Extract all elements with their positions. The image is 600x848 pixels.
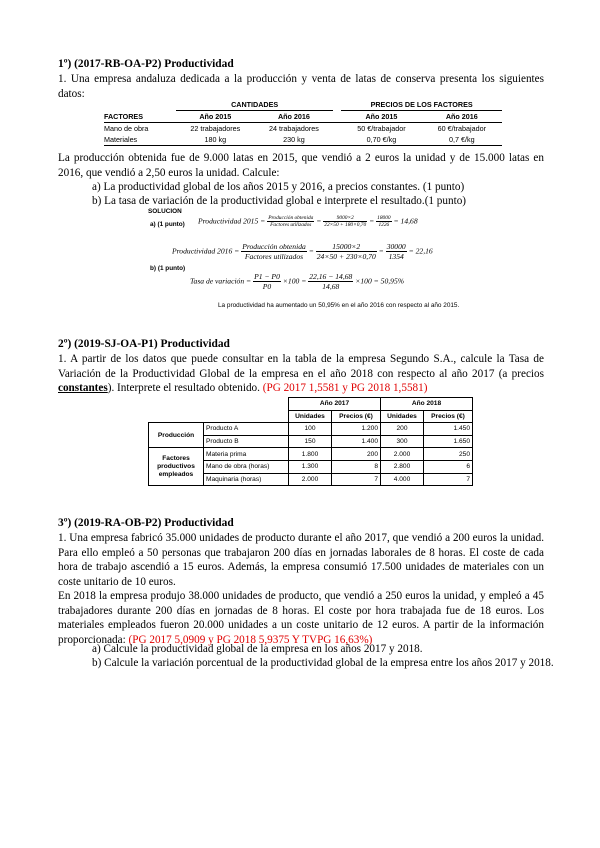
- row-label: Producto A: [204, 423, 289, 436]
- fraction-num: 22,16 − 14,68: [309, 272, 353, 281]
- ex1-intro: 1. Una empresa andaluza dedicada a la producción y venta de latas de conserva presenta los siguientes datos:: [58, 73, 544, 100]
- cell: 6: [424, 460, 473, 473]
- cell: 50 €/trabajador: [357, 124, 406, 133]
- cell: 2.800: [381, 460, 424, 473]
- row-label: Materia prima: [204, 448, 289, 461]
- cell: 1.650: [424, 435, 473, 448]
- formula-label: Tasa de variación =: [190, 276, 252, 286]
- cell: 0,7 €/kg: [449, 135, 475, 144]
- punto: (1 punto): [157, 265, 186, 272]
- result: = 22,16: [408, 246, 433, 256]
- ex3-answer: (PG 2017 5,0909 y PG 2018 5,9375 Y TVPG 16,63%): [128, 633, 373, 646]
- fraction-num: Producción obtenida: [242, 242, 306, 251]
- ex2-text-bold: constantes: [58, 382, 108, 394]
- result: = 14,68: [393, 216, 418, 226]
- col-unidades: Unidades: [289, 410, 332, 423]
- formula-label: Productividad 2016 =: [172, 246, 240, 256]
- fraction-den: 1226: [378, 222, 390, 228]
- fraction-den: Factores utilizados: [244, 252, 304, 261]
- operator: ×100 =: [282, 276, 307, 286]
- ex2-text-before: 1. A partir de los datos que puede consultar en la tabla de la empresa Segundo S.A., calcule la Tasa de Variación de la Productividad Global de la empresa en el año 2018 con respecto al año 2017 (a precios: [58, 353, 544, 380]
- solution-a-label: [150, 221, 185, 228]
- fraction-num: 9000×2: [323, 215, 367, 222]
- header-cantidades: CANTIDADES: [176, 99, 333, 111]
- ex1-body: La producción obtenida fue de 9.000 latas en 2015, que vendió a 2 euros la unidad y de 15.000 latas en 2016, que vendió a 2,50 euros la unidad. Calcule:: [58, 152, 544, 179]
- col-precios: Precios (€): [424, 410, 473, 423]
- cell: 7: [332, 473, 381, 486]
- formula-tasa: [190, 272, 404, 291]
- ex3-paragraph-1: 1. Una empresa fabricó 35.000 unidades de producto durante el año 2017, que vendió a 200 euros la unidad. Para ello empleó a 50 personas que trabajaron 200 días en jornadas laborales de 8 horas. El coste de cada hora de trabajo ascendió a 15 euros. Además, la empresa consumió 17.500 unidades de materiales con un coste unitario de 10 euros.: [58, 532, 544, 588]
- cell: 1.200: [332, 423, 381, 436]
- cell: 1.450: [424, 423, 473, 436]
- row-label: Producto B: [204, 435, 289, 448]
- ex3-question-b: b) Calcule la variación porcentual de la productividad global de la empresa entre los años 2017 y 2018.: [92, 657, 554, 669]
- row-label: Mano de obra: [104, 124, 149, 133]
- row-label: Materiales: [104, 135, 138, 144]
- fraction-den: 1354: [388, 252, 404, 261]
- year-col: Año 2016: [445, 112, 478, 121]
- ex2-text: [58, 352, 544, 396]
- cell: 200: [381, 423, 424, 436]
- ex3-paragraph-2: [58, 589, 544, 647]
- cell: 300: [381, 435, 424, 448]
- cell: 4.000: [381, 473, 424, 486]
- cell: 180 kg: [204, 135, 227, 144]
- fraction-den: 14,68: [322, 282, 340, 291]
- year-col: Año 2015: [365, 112, 398, 121]
- ex1-data-table: [104, 99, 502, 146]
- ex3-p2-text: En 2018 la empresa produjo 38.000 unidades de producto, que vendió a 250 euros la unidad, y empleó a 45 trabajadores durante 200 días en jornadas de 8 horas. El coste por hora trabajada fue de 18 euros. Los materiales empleados fueron 20.000 unidades a un coste unitario de 12 euros. A partir de la información proporcionada:: [58, 590, 544, 646]
- fraction-num: 18000: [377, 215, 391, 221]
- cell: 0,70 €/kg: [366, 135, 397, 144]
- result: ×100 = 50,95%: [355, 276, 405, 286]
- formula-label: Productividad 2015 =: [198, 216, 266, 226]
- cell: 24 trabajadores: [268, 124, 319, 133]
- ex1-question-a: a) La productividad global de los años 2015 y 2016, a precios constantes. (1 punto): [92, 181, 465, 193]
- formula-pg2016: Productividad 2016 = $\frac{\text{Producción obtenida}}{\text{Factores utilizados}}$ = $\frac{15000\times 2}{24\times 50 + 230\times 0,70}$ = $\frac{30000}{1354}$ = 22,16: [172, 242, 433, 261]
- fraction-num: 30000: [386, 242, 406, 251]
- punto: (1 punto): [157, 221, 185, 228]
- cell: 7: [424, 473, 473, 486]
- ex2-heading: 2º) (2019-SJ-OA-P1) Productividad: [58, 338, 230, 350]
- cell: 100: [289, 423, 332, 436]
- year-2017: Año 2017: [289, 398, 381, 411]
- cell: 60 €/trabajador: [437, 124, 486, 133]
- ex1-question-b: b) La tasa de variación de la productividad global e interprete el resultado.(1 punto): [92, 195, 467, 207]
- solution-conclusion: La productividad ha aumentado un 50,95% en el año 2016 con respecto al año 2015.: [218, 302, 460, 309]
- header-factores: FACTORES: [104, 111, 144, 121]
- a-label: a): [150, 221, 156, 228]
- formula-pg2015: Productividad 2015 = $\frac{\text{Producción obtenida}}{\text{Factores utilizados}}$ = $\frac{9000\times 2}{22\times 50 + 180\times 0,70}$ = $\frac{18000}{1226}$ = 14,68: [198, 215, 418, 228]
- ex2-data-table: [148, 397, 473, 486]
- col-precios: Precios (€): [332, 410, 381, 423]
- group-produccion: Producción: [149, 423, 204, 448]
- cell: 230 kg: [283, 135, 305, 144]
- cell: 1.300: [289, 460, 332, 473]
- solution-b-label: [150, 265, 185, 272]
- year-col: Año 2015: [199, 112, 232, 121]
- header-precios: PRECIOS DE LOS FACTORES: [341, 99, 502, 111]
- cell: 200: [332, 448, 381, 461]
- fraction-den: Factores utilizados: [270, 222, 312, 228]
- row-label: Maquinaria (horas): [204, 473, 289, 486]
- cell: 22 trabajadores: [190, 124, 241, 133]
- cell: 1.400: [332, 435, 381, 448]
- table-row: [104, 123, 502, 135]
- fraction-num: Producción obtenida: [268, 215, 314, 221]
- ex2-answer: (PG 2017 1,5581 y PG 2018 1,5581): [262, 382, 428, 394]
- ex2-text-after: ). Interprete el resultado obtenido.: [107, 382, 263, 394]
- table-row: [149, 448, 473, 461]
- table-row: [104, 134, 502, 146]
- fraction-num: 15000×2: [316, 242, 377, 252]
- cell: 8: [332, 460, 381, 473]
- cell: 250: [424, 448, 473, 461]
- year-col: Año 2016: [277, 112, 310, 121]
- fraction-num: P1 − P0: [254, 272, 280, 281]
- table-row: [149, 423, 473, 436]
- group-factores: Factores productivos empleados: [149, 448, 204, 486]
- year-2018: Año 2018: [381, 398, 473, 411]
- fraction-den: 24×50 + 230×0,70: [316, 252, 376, 261]
- cell: 150: [289, 435, 332, 448]
- b-label: b): [150, 265, 157, 272]
- solution-title: SOLUCION: [148, 208, 182, 215]
- cell: 2.000: [289, 473, 332, 486]
- cell: 2.000: [381, 448, 424, 461]
- col-unidades: Unidades: [381, 410, 424, 423]
- ex3-question-a: a) Calcule la productividad global de la empresa en los años 2017 y 2018.: [92, 643, 423, 655]
- fraction-den: P0: [262, 282, 272, 291]
- ex1-heading: 1º) (2017-RB-OA-P2) Productividad: [58, 58, 234, 70]
- ex3-heading: 3º) (2019-RA-OB-P2) Productividad: [58, 517, 234, 529]
- cell: 1.800: [289, 448, 332, 461]
- row-label: Mano de obra (horas): [204, 460, 289, 473]
- fraction-den: 22×50 + 180×0,70: [324, 222, 367, 228]
